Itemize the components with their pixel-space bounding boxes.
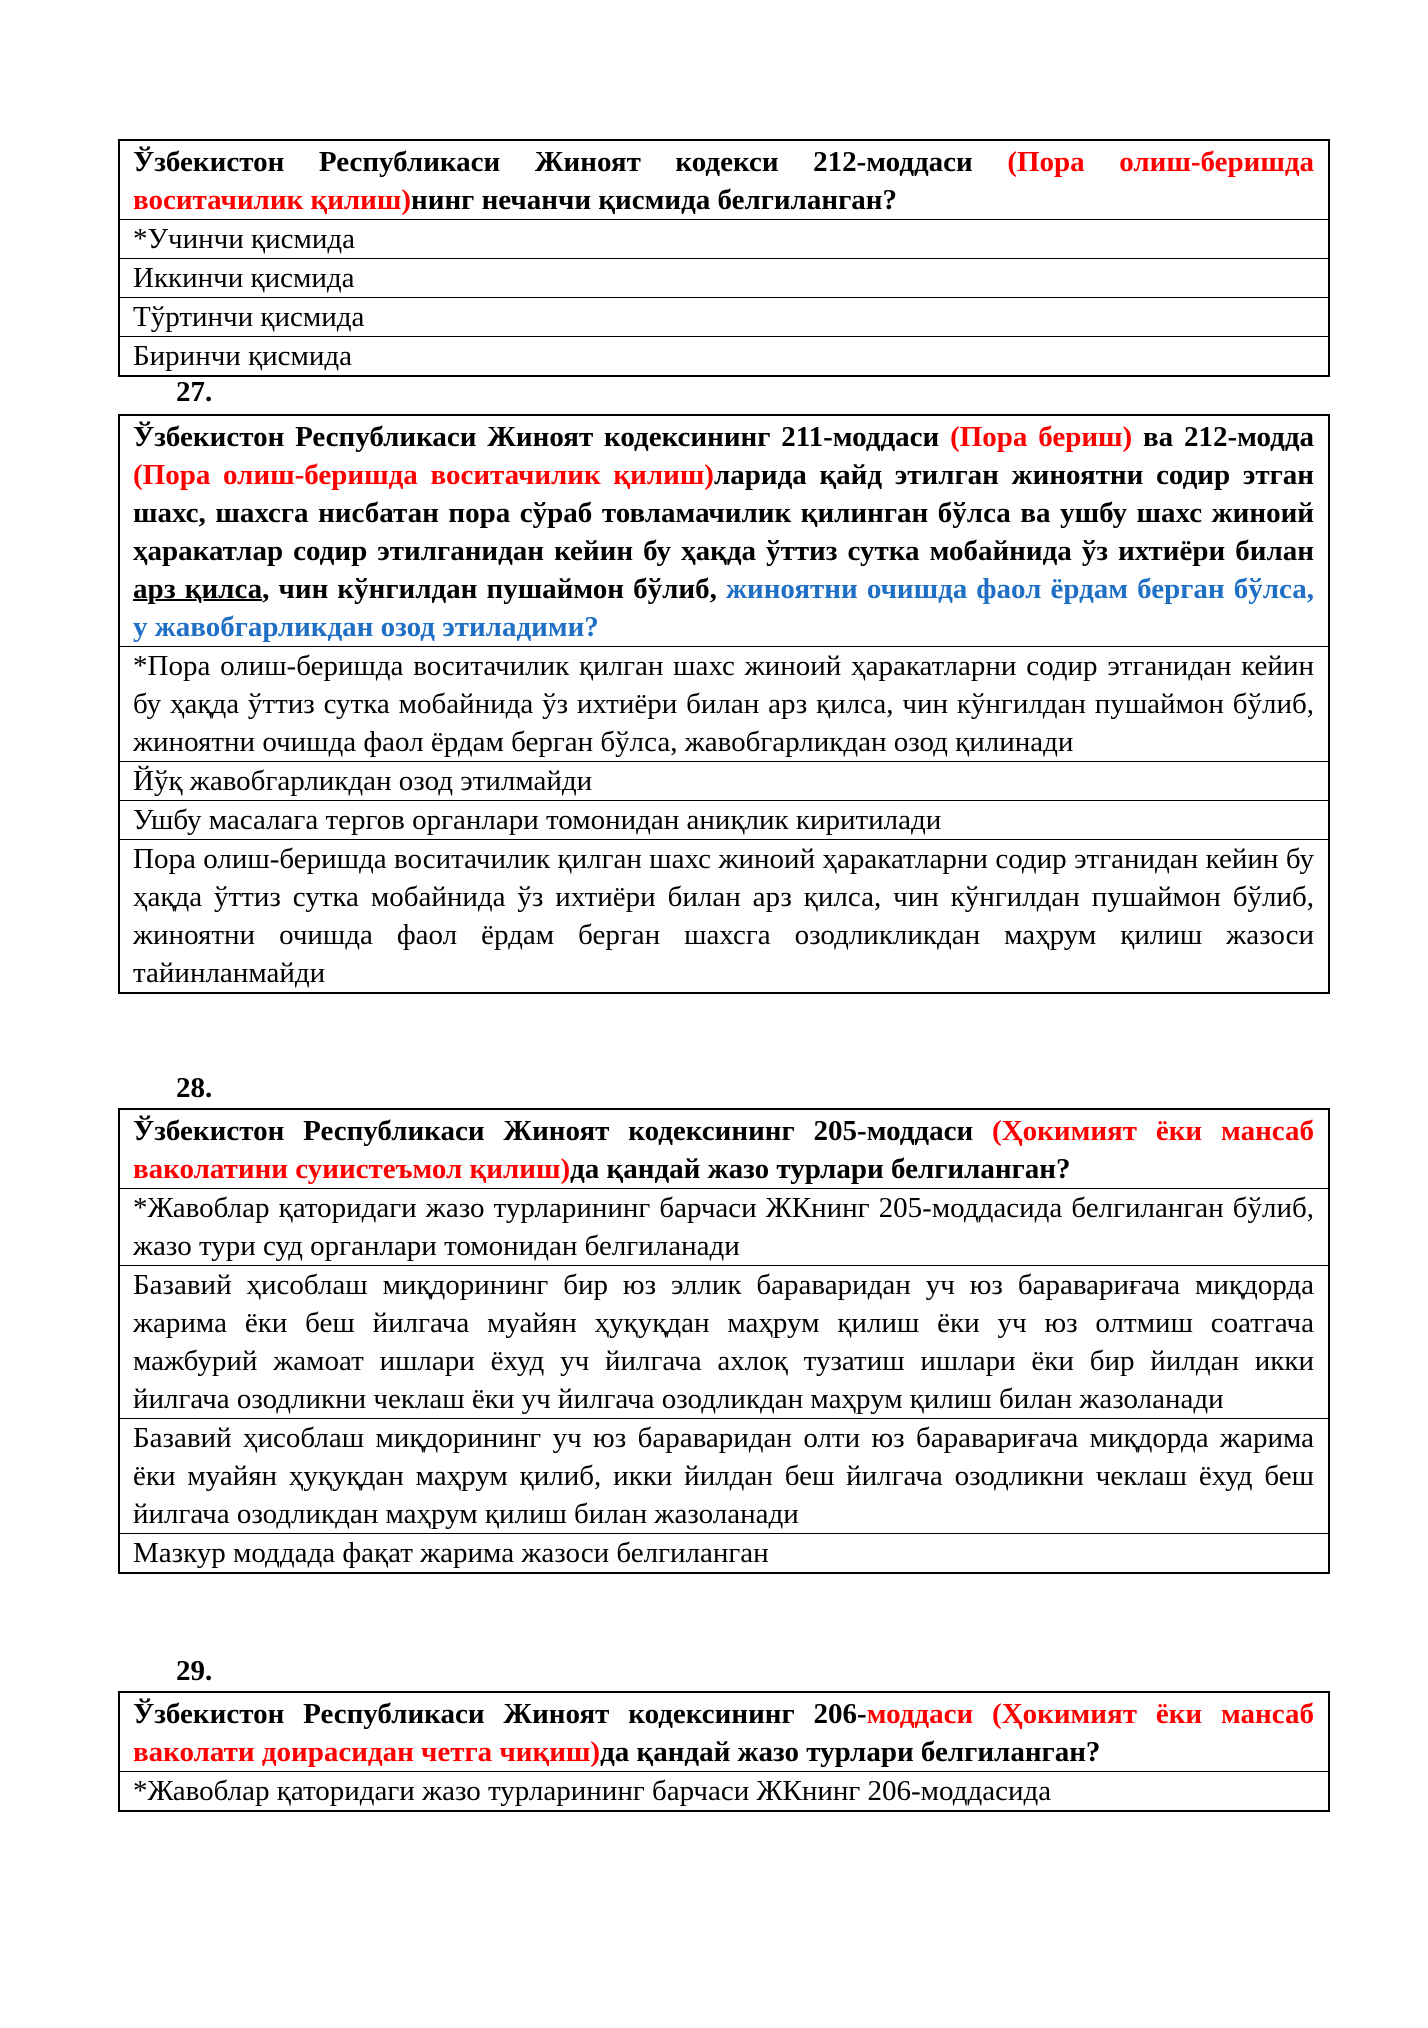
question-number: 27. [176, 376, 213, 408]
question-block-29 [118, 1691, 1330, 1812]
answer-option: Ушбу масалага тергов органлари томонидан аниқлик киритилади [120, 800, 1328, 839]
question-text: Ўзбекистон Республикаси Жиноят кодексининг 206-моддаси (Ҳокимият ёки мансаб ваколати доирасидан четга чиқиш)да қандай жазо турлари белгиланган? [133, 1698, 1314, 1768]
answer-option: Йўқ жавобгарликдан озод этилмайди [120, 761, 1328, 800]
answer-option: *Жавоблар қаторидаги жазо турларининг барчаси ЖКнинг 205-моддасида белгиланган бўлиб, жазо тури суд органлари томонидан белгиланади [120, 1188, 1328, 1265]
answer-option: Базавий ҳисоблаш миқдорининг уч юз бараваридан олти юз баравариғача миқдорда жарима ёки муайян ҳуқуқдан маҳрум қилиб, икки йилдан беш йилгача озодликни чеклаш ёхуд беш йилгача озодликдан маҳрум қилиш билан жазоланади [120, 1418, 1328, 1533]
question-block-28 [118, 1108, 1330, 1574]
question-number: 28. [176, 1072, 213, 1104]
answer-option: Базавий ҳисоблаш миқдорининг бир юз эллик бараваридан уч юз баравариғача миқдорда жарима ёки беш йилгача муайян ҳуқуқдан маҳрум қилиш ёки уч юз олтмиш соатгача мажбурий жамоат ишлари ёхуд уч йилгача ахлоқ тузатиш ишлари ёки бир йилдан икки йилгача озодликни чеклаш ёки уч йилгача озодликдан маҳрум қилиш билан жазоланади [120, 1265, 1328, 1418]
answer-option: Иккинчи қисмида [120, 258, 1328, 297]
answer-option: *Пора олиш-беришда воситачилик қилган шахс жиноий ҳаракатларни содир этганидан кейин бу ҳақда ўттиз сутка мобайнида ўз ихтиёри билан арз қилса, чин кўнгилдан пушаймон бўлиб, жиноятни очишда фаол ёрдам берган бўлса, жавобгарликдан озод қилинади [120, 646, 1328, 761]
answer-option: *Учинчи қисмида [120, 219, 1328, 258]
question-text: Ўзбекистон Республикаси Жиноят кодексининг 211-моддаси (Пора бериш) ва 212-модда (Пора олиш-беришда воситачилик қилиш)ларида қайд этилган жиноятни содир этган шахс, шахсга нисбатан пора сўраб товламачилик қилинган бўлса ва ушбу шахс жиноий ҳаракатлар содир этилганидан кейин бу ҳақда ўттиз сутка мобайнида ўз ихтиёри билан арз қилса, чин кўнгилдан пушаймон бўлиб, жиноятни очишда фаол ёрдам берган бўлса, у жавобгарликдан озод этиладими? [133, 421, 1314, 643]
answer-option: Тўртинчи қисмида [120, 297, 1328, 336]
question-block-26 [118, 139, 1330, 377]
question-block-27 [118, 414, 1330, 994]
answer-option: Биринчи қисмида [120, 336, 1328, 375]
question-text: Ўзбекистон Республикаси Жиноят кодексининг 205-моддаси (Ҳокимият ёки мансаб ваколатини суиистеъмол қилиш)да қандай жазо турлари белгиланган? [133, 1115, 1315, 1185]
answer-option: Мазкур моддада фақат жарима жазоси белгиланган [120, 1533, 1328, 1572]
question-text: Ўзбекистон Республикаси Жиноят кодекси 212-моддаси (Пора олиш-беришда воситачилик қилиш)нинг нечанчи қисмида белгиланган? [133, 146, 1315, 216]
question-number: 29. [176, 1655, 213, 1687]
answer-option: Пора олиш-беришда воситачилик қилган шахс жиноий ҳаракатларни содир этганидан кейин бу ҳақда ўттиз сутка мобайнида ўз ихтиёри билан арз қилса, чин кўнгилдан пушаймон бўлиб, жиноятни очишда фаол ёрдам берган шахсга озодликликдан маҳрум қилиш жазоси тайинланмайди [120, 839, 1328, 992]
answer-option: *Жавоблар қаторидаги жазо турларининг барчаси ЖКнинг 206-моддасида [120, 1771, 1328, 1810]
